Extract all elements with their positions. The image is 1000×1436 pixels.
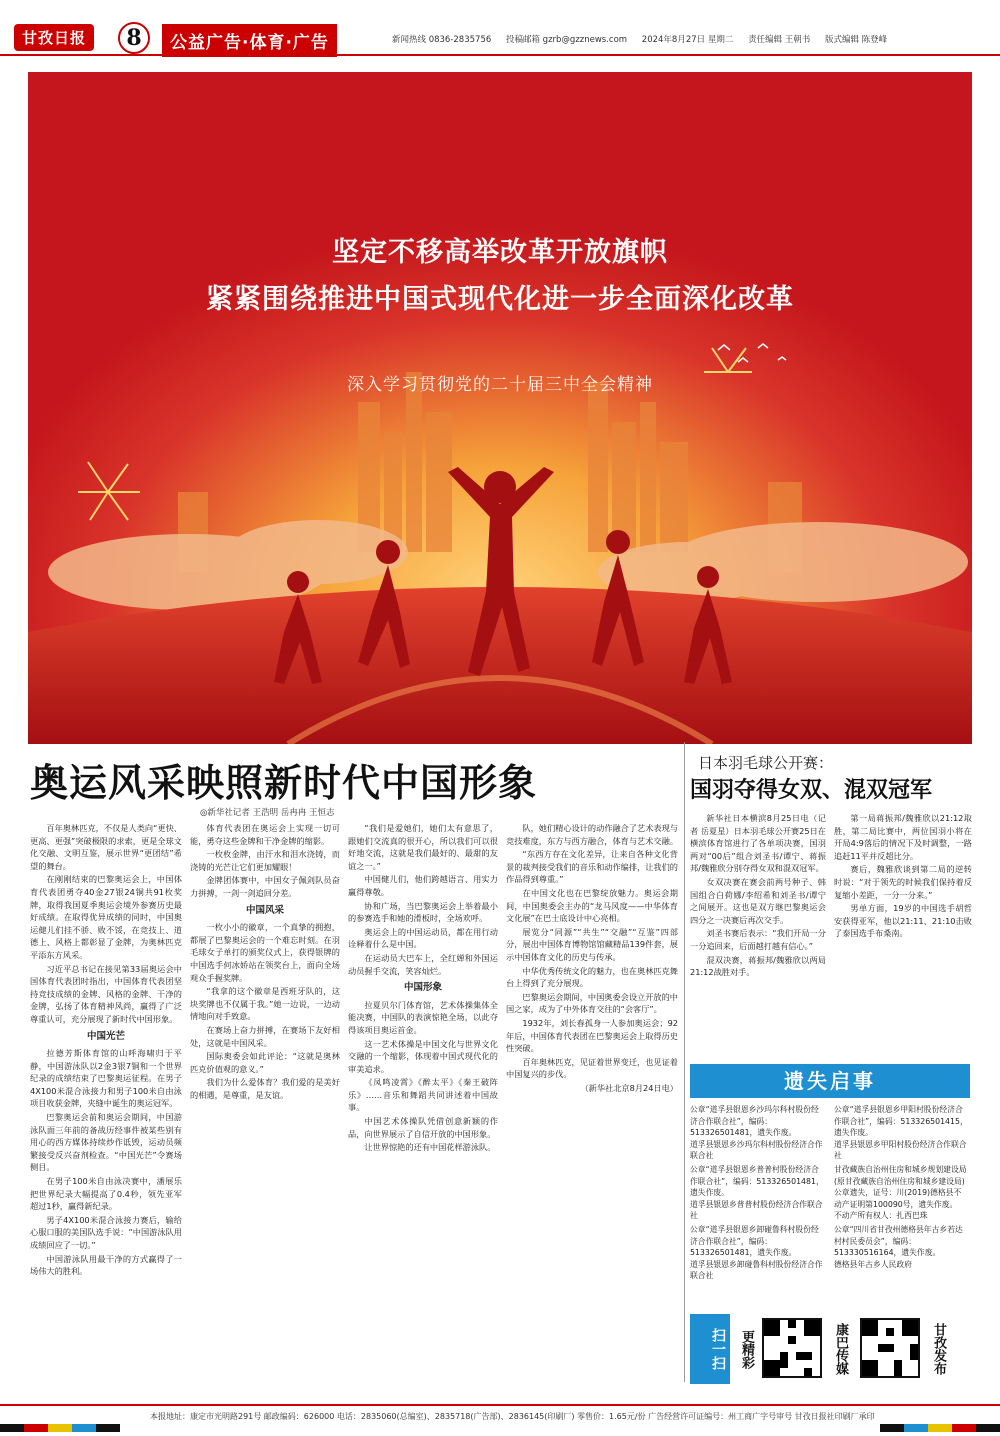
paragraph: 赛后，魏雅欣谈到第二局的逆转时说：“对于领先的时候我们保持着反复缩小差距，一分一分来。”: [834, 864, 972, 900]
article-byline: ◎新华社记者 王浩明 岳冉冉 王恒志: [200, 808, 335, 818]
masthead: [0, 0, 1000, 56]
notice-item: 甘孜藏族自治州住房和城乡规划建设局(原甘孜藏族自治州住房和城乡建设局)公章遗失，证号：川(2019)德格县不动产证明第100090号，遗失作废。: [834, 1164, 967, 1209]
paragraph: 中国艺术体操队凭借创意新颖的作品，向世界展示了自信开放的中国形象。: [348, 1116, 498, 1139]
qr-code-band: [690, 1314, 972, 1384]
notice-signer: 道孚县银恩乡普普村股份经济合作联合社: [690, 1199, 823, 1221]
page-number: 8: [118, 22, 150, 54]
paragraph: 男子4X100米混合泳接力赛后，输给心服口服的美国队选手说：“中国游泳队用成绩回应了一切。”: [30, 1214, 182, 1250]
hotline: 新闻热线 0836-2835756: [392, 35, 492, 45]
paragraph: “我拿的这个徽章是西班牙队的，这块奖牌也不仅属于我。”她一边说，一边动情地向对手致意。: [190, 986, 340, 1022]
paragraph: 巴黎奥运会前和奥运会期间，中国游泳队面三年前的备战历经事件被某些别有用心的西方媒体持续炒作诋毁，运动员频繁接受反兴奋剂检查。“中国光芒”令赛场侧目。: [30, 1112, 182, 1173]
editor: 责任编辑 王朝书: [748, 35, 811, 45]
paragraph: 在中国文化也在巴黎绽放魅力。奥运会期间，中国奥委会主办的“龙马风度——中华体育文化展”在巴士底设计中心亮相。: [506, 887, 678, 924]
sidebar-column-b: [834, 812, 972, 1056]
article-column-1: [30, 822, 182, 1382]
ganzi-label: 甘孜发布: [931, 1323, 946, 1375]
notice-signer: 道孚县银恩乡卸碰鲁科村股份经济合作联合社: [690, 1259, 823, 1281]
masthead-meta: [392, 33, 899, 45]
paragraph: “我们是爱她们，她们太有意思了，跟她们交流真的很开心，所以我们可以很好地交流，这就是我们最好的、最甜的友谊之一。”: [348, 823, 498, 871]
paragraph: 拉夏贝尔门体育馆，艺术体操集体全能决赛，中国队的表演惊艳全场，以此夺得该项目奥运首金。: [348, 999, 498, 1035]
paragraph: 一枚小小的徽章，一个真挚的拥抱，都展了巴黎奥运会的一个难忘时刻。在羽毛球女子单打的颁奖仪式上，获得银牌的中国选手何冰娇站在领奖台上，面向全场观众手握奖牌。: [190, 922, 340, 983]
paragraph: 奥运会上的中国运动员，都在用行动诠释着什么是中国。: [348, 926, 498, 950]
notice-signer: 德格县年古乡人民政府: [834, 1259, 912, 1269]
print-color-bar-left: [0, 1424, 120, 1432]
paragraph: 习近平总书记在接见第33届奥运会中国体育代表团时指出，中国体育代表团坚持竞技成绩的金牌、风格的金牌、干净的金牌，弘扬了体育精神风尚，赢得了广泛尊重认可，充分展现了新时代中国形象。: [30, 963, 182, 1024]
more-label: 更精彩: [739, 1329, 754, 1369]
paragraph: “东西方存在文化差异，让来自各种文化背景的裁判接受我们的音乐和动作编排，让我们的作品得到尊重。”: [506, 849, 678, 885]
designer: 版式编辑 陈登峰: [824, 35, 888, 45]
notice-item: 公章“道孚县银恩乡卸碰鲁科村股份经济合作联合社”，编码：513326501481，遗失作废。: [690, 1224, 819, 1258]
scan-label: 扫一扫: [690, 1314, 730, 1384]
qr-code-ganzi[interactable]: [860, 1318, 920, 1378]
hero-title-line2: 紧紧围绕推进中国式现代化进一步全面深化改革: [206, 284, 794, 315]
sidebar-column-a: [690, 812, 826, 1056]
hero-illustration: [28, 72, 972, 744]
paragraph: 这一艺术体操是中国文化与世界文化交融的一个缩影，体现着中国式现代化的审美追求。: [348, 1038, 498, 1074]
sidebar-kicker: 日本羽毛球公开赛：: [698, 754, 834, 772]
qr-pattern-icon: [862, 1320, 918, 1376]
article-column-2: [190, 822, 340, 1382]
paragraph: 百年奥林匹克，见证着世界变迁，也见证着中国复兴的步伐。: [506, 1056, 678, 1080]
section-title: 公益广告·体育·广告: [162, 24, 337, 57]
footer-text: 本报地址：康定市光明路291号 邮政编码：626000 电话：2835060(总编室)、2835718(广告部)、2836145(印刷厂) 零售价：1.65元/份 广告经营许可证编号：州工商广字号审号 甘孜日报社印刷厂承印: [150, 1412, 875, 1421]
paragraph: 在刚刚结束的巴黎奥运会上，中国体育代表团勇夺40金27银24铜共91枚奖牌，取得我国夏季奥运会境外参赛历史最好成绩。在取得优异成绩的同时，中国奥运健儿们挂不骄、败不馁，在竞技上、道德上、风格上都彰显了金牌，为奥林匹克平添东方风采。: [30, 874, 182, 960]
paragraph: 国际奥委会如此评论：“这就是奥林匹克价值观的意义。”: [190, 1051, 340, 1074]
newspaper-logo: 甘孜日报: [14, 24, 94, 51]
lost-notice-title: 遗失启事: [690, 1064, 970, 1098]
notice-item: 公章“道孚县银恩乡普普村股份经济合作联合社”，编码：513326501481，遗失作废。: [690, 1164, 824, 1198]
paragraph: 新华社日本横滨8月25日电（记者 岳夏星）日本羽毛球公开赛25日在横滨体育馆进行了各单项决赛，国羽两对“00后”组合刘圣书/谭宁、蒋振邦/魏雅欣分别夺得女双和混双冠军。: [690, 813, 826, 874]
paragraph: 刘圣书赛后表示：“我们开局一分一分追回来，后面越打越有信心。”: [690, 928, 826, 951]
paragraph: 巴黎奥运会期间，中国奥委会设立开放的中国之家，成为了中外体育交往的“会客厅”。: [506, 991, 678, 1015]
notice-column-b: [834, 1104, 968, 1270]
dateline: （新华社北京8月24日电）: [580, 1082, 678, 1093]
email: 投稿邮箱 gzrb@gzznews.com: [505, 35, 628, 45]
paragraph: 中国健儿们，他们跨越语言、用实力赢得尊敬。: [348, 874, 498, 897]
paragraph: 百年奥林匹克，不仅是人类向“更快、更高、更强”突破极限的求索，更是全球文化交融、文明互鉴，展示世界“更团结”希望的舞台。: [30, 823, 182, 871]
paragraph: 在男子100米自由泳决赛中，潘展乐把世界纪录大幅提高了0.4秒，领先亚军超过1秒，赢得新纪录。: [30, 1176, 182, 1212]
paragraph: 中国游泳队用最干净的方式赢得了一场伟大的胜利。: [30, 1253, 182, 1277]
paragraph: 在赛场上奋力拼搏，在赛场下友好相处，这就是中国风采。: [190, 1024, 340, 1048]
paragraph: 我们为什么爱体育？我们爱的是美好的相遇，是尊重，是友谊。: [190, 1077, 340, 1100]
paragraph: 《凤鸣凌霄》《醉太平》《秦王破阵乐》……音乐和舞蹈共同讲述着中国故事。: [348, 1077, 498, 1113]
notice-column-a: [690, 1104, 824, 1282]
paragraph: 第一局蒋振邦/魏雅欣以21:12取胜，第二局比赛中，两位国羽小将在开局4:9落后的情况下及时调整，一路追赶11平并反超比分。: [834, 813, 972, 861]
paragraph: 一枚枚金牌，由汗水和泪水浇铸，而浇铸的光芒让它们更加耀眼！: [190, 849, 340, 872]
paragraph: 体育代表团在奥运会上实现一切可能，勇夺这些金牌和干净金牌的缩影。: [190, 823, 340, 846]
paragraph: 中华优秀传统文化的魅力，也在奥林匹克舞台上得到了充分展现。: [506, 965, 678, 989]
paragraph: 1932年，刘长春孤身一人参加奥运会；92年后，中国体育代表团在巴黎奥运会上取得历史性突破。: [506, 1017, 678, 1054]
hero-subtitle: 深入学习贯彻党的二十届三中全会精神: [347, 375, 653, 395]
hero-poster: [28, 72, 972, 744]
paragraph: 在运动员大巴车上，全红婵和外国运动员握手交流，笑容灿烂。: [348, 952, 498, 976]
notice-signer: 道孚县银恩乡甲阳村股份经济合作联合社: [834, 1139, 967, 1161]
page-footer: [0, 1404, 1000, 1436]
paragraph: 混双决赛，蒋振邦/魏雅欣以两局21:12战胜对手。: [690, 954, 826, 978]
notice-item: 公章“道孚县银恩乡甲阳村股份经济合作联合社”，编码：513326501415，遗失作废。: [834, 1105, 968, 1138]
paragraph: 展览分“同源”“共生”“交融”“互鉴”四部分，展出中国体育博物馆馆藏精品139件套，展示中国体育文化的历史与传承。: [506, 926, 678, 962]
paragraph: 协和广场，当巴黎奥运会上举着最小的参赛选手和她的滑板时，全场欢呼。: [348, 900, 498, 924]
qr-pattern-icon: [764, 1320, 820, 1376]
qr-code-kangba[interactable]: [762, 1318, 822, 1378]
paragraph: 拉德芳斯体育馆的山呼海啸归于平静，中国游泳队以2金3银7铜和一个世界纪录的成绩结束了巴黎奥运征程。在男子4X100米混合泳接力和男子100米自由泳项目收获金牌，夹缝中诞生的奥运冠军。: [30, 1048, 182, 1109]
article-headline: 奥运风采映照新时代中国形象: [30, 761, 538, 805]
paragraph: 让世界惊艳的还有中国花样游泳队。: [364, 1142, 496, 1153]
issue-date: 2024年8月27日 星期二: [641, 35, 734, 45]
subheading-china-image: 中国形象: [403, 982, 442, 994]
hero-title-line1: 坚定不移高举改革开放旗帜: [332, 237, 668, 268]
notice-signer: 不动产所有权人：扎西巴珠: [834, 1211, 928, 1221]
subheading-china-style: 中国风采: [245, 904, 284, 916]
sidebar-headline: 国羽夺得女双、混双冠军: [690, 778, 933, 803]
kangba-label: 康巴传媒: [833, 1323, 848, 1375]
article-column-3: [348, 822, 498, 1382]
notice-item: 公章“四川省甘孜州德格县年古乡若达村村民委员会”，编码：513330516164，遗失作废。: [834, 1224, 963, 1258]
paragraph: 金牌团体赛中，中国女子佩剑队员奋力拼搏，一剑一剑追回分差。: [190, 875, 340, 898]
subheading-china-glory: 中国光芒: [86, 1030, 125, 1042]
notice-signer: 道孚县银恩乡沙玛尔科村股份经济合作联合社: [690, 1139, 823, 1161]
paragraph: 男单方面，19岁的中国选手胡哲安获得亚军，他以21:11、21:10击败了泰国选手布桑南。: [834, 903, 972, 939]
print-color-bar-right: [880, 1424, 1000, 1432]
column-divider: [684, 742, 685, 1382]
paragraph: 女双决赛在赛会前两号种子、韩国组合白荷娜/李绍希和刘圣书/谭宁之间展开。这也是双方继巴黎奥运会四分之一决赛后再次交手。: [690, 876, 826, 925]
paragraph: 队，她们精心设计的动作融合了艺术表现与竞技难度，东方与西方融合，体育与艺术交融。: [506, 823, 678, 846]
notice-item: 公章“道孚县银恩乡沙玛尔科村股份经济合作联合社”，编码：513326501481，遗失作废。: [690, 1105, 819, 1138]
article-column-4: [506, 822, 678, 1382]
